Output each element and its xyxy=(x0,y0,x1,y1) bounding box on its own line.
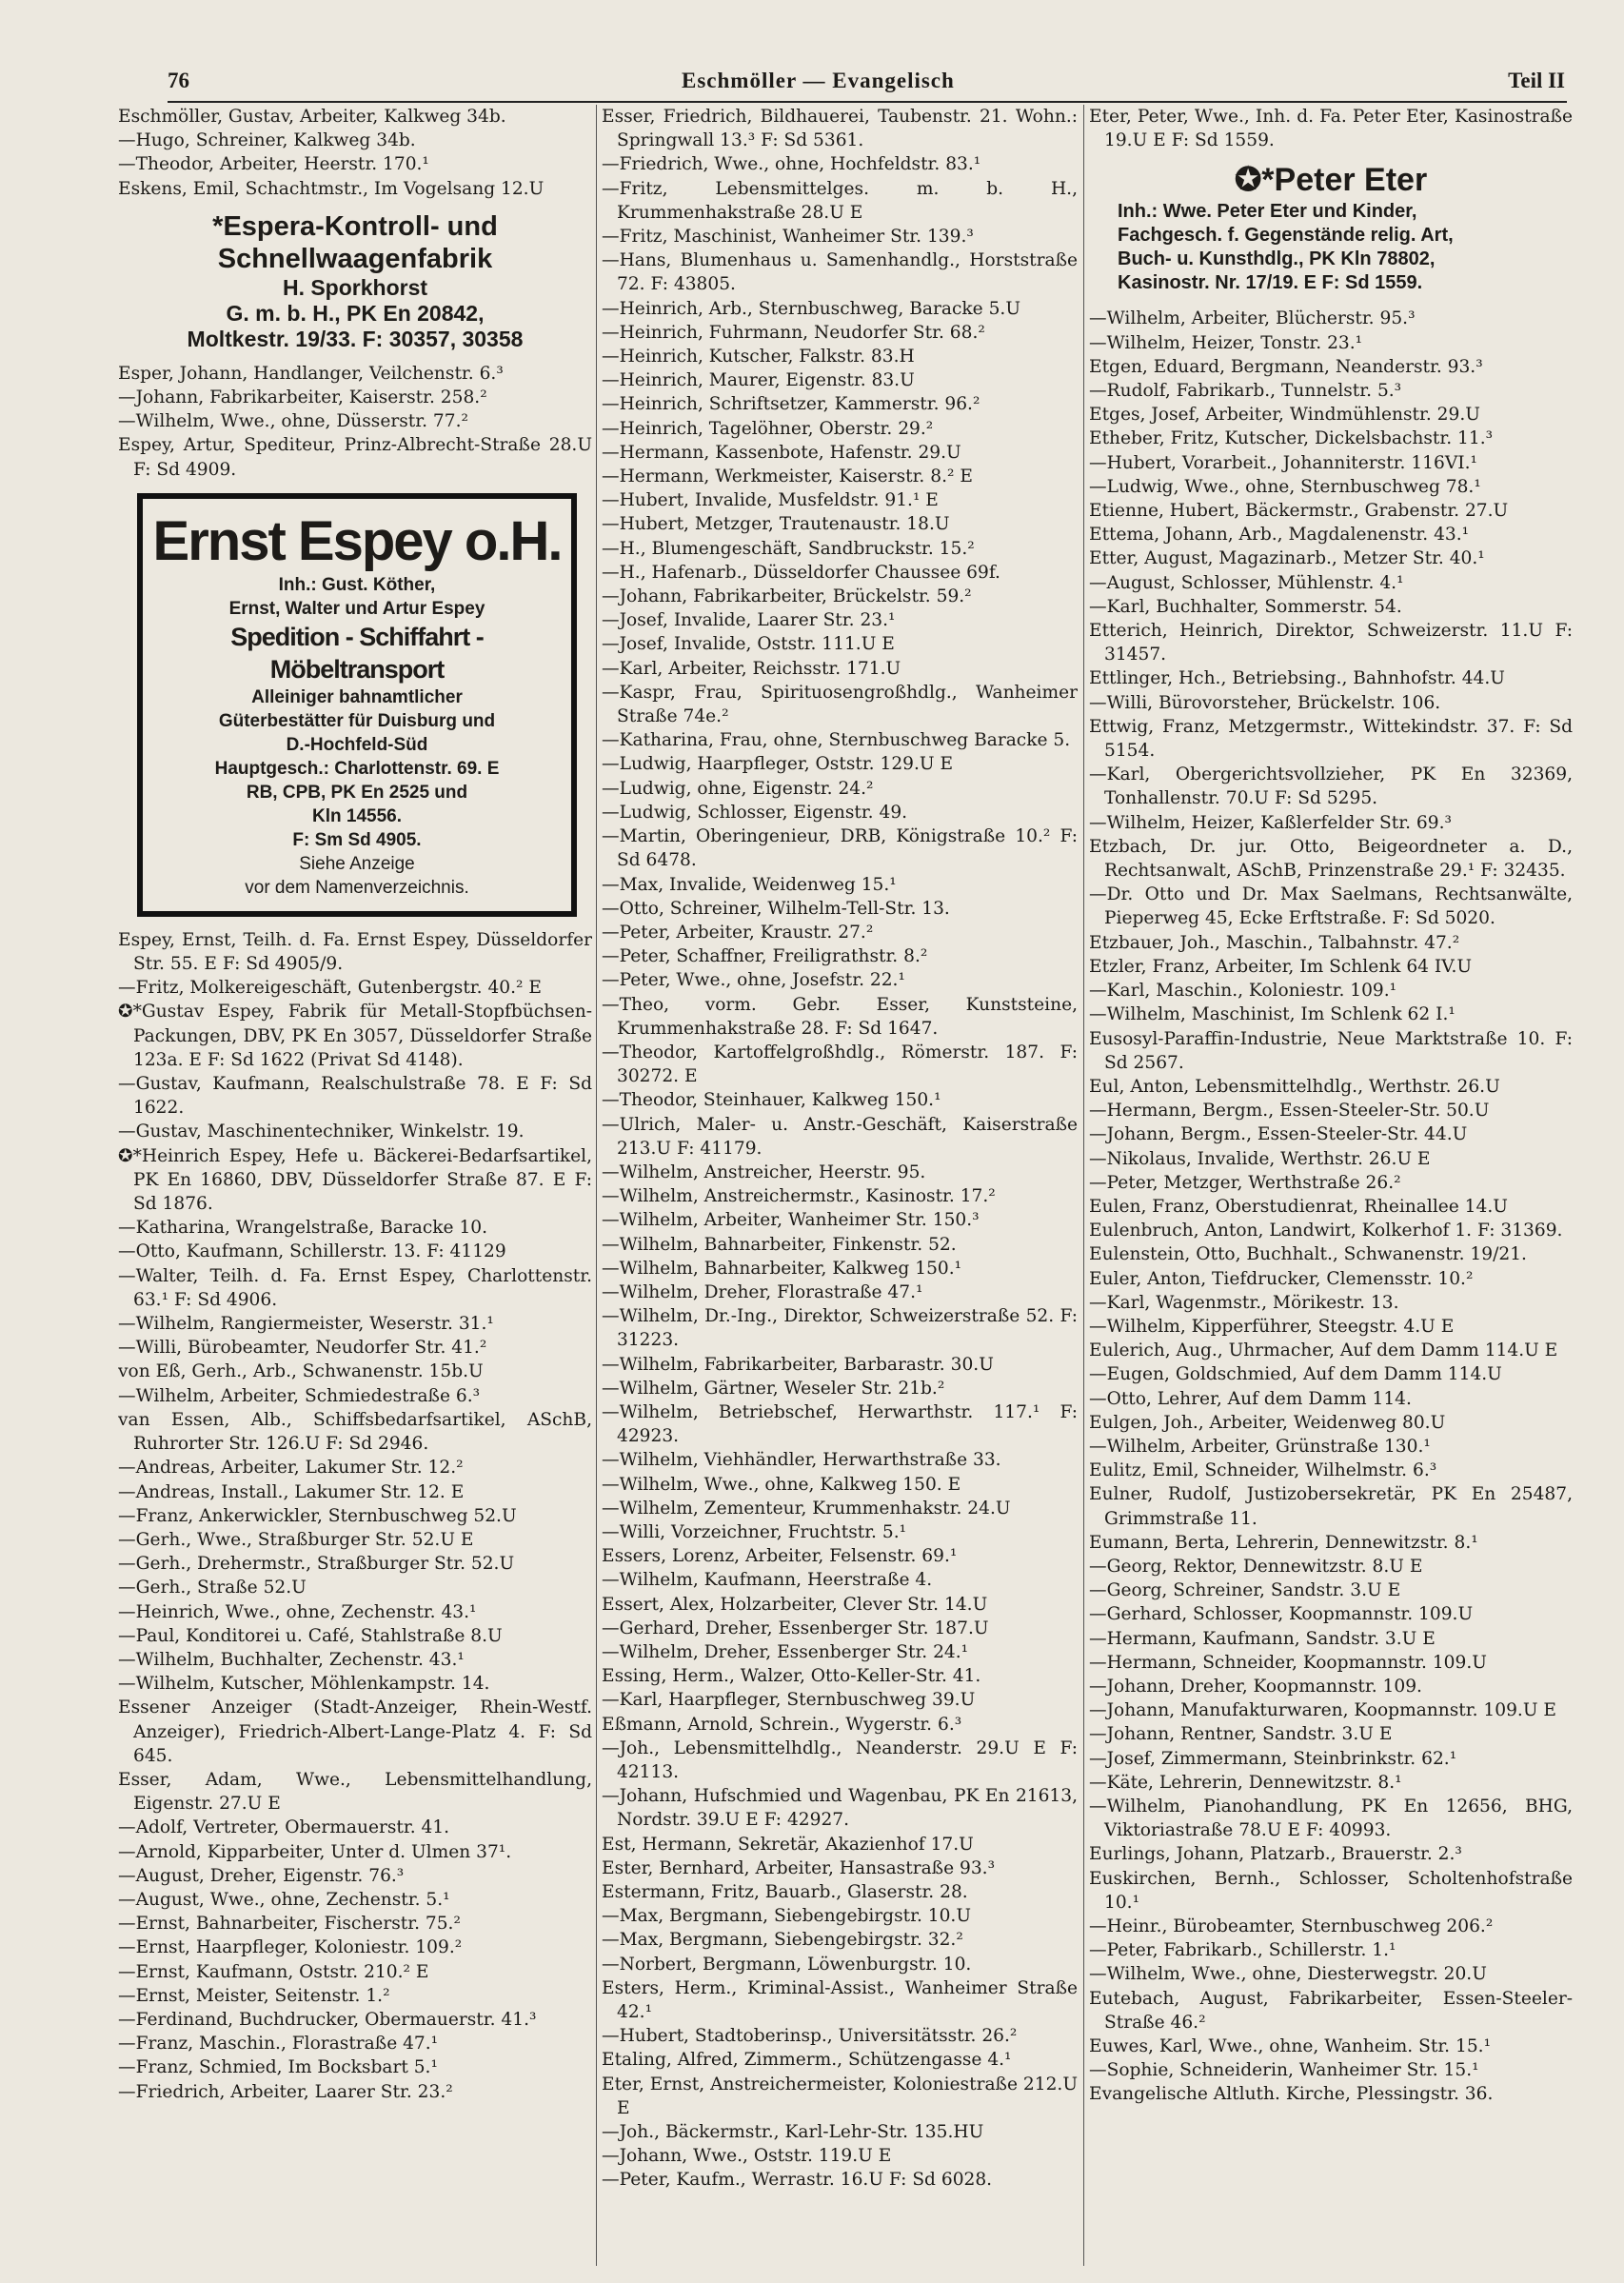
directory-entry: —Theodor, Kartoffelgroßhdlg., Römerstr. 187. F: 30272. E xyxy=(602,1042,1078,1087)
directory-entry: —Heinrich, Maurer, Eigenstr. 83.U xyxy=(602,370,915,391)
directory-entry: —Georg, Schreiner, Sandstr. 3.U E xyxy=(1089,1580,1401,1601)
directory-entry: —Johann, Wwe., Oststr. 119.U E xyxy=(602,2146,892,2167)
directory-entry: —Heinr., Bürobeamter, Sternbuschweg 206.² xyxy=(1089,1916,1494,1937)
ad-line: Alleiniger bahnamtlicher xyxy=(251,686,463,707)
directory-entry: Eumann, Berta, Lehrerin, Dennewitzstr. 8.¹ xyxy=(1089,1532,1478,1553)
directory-entry: Ester, Bernhard, Arbeiter, Hansastraße 93.³ xyxy=(602,1857,996,1878)
directory-entry: —Katharina, Frau, ohne, Sternbuschweg Baracke 5. xyxy=(602,730,1071,751)
directory-entry: —Kaspr, Frau, Spirituosengroßhdlg., Wanheimer Straße 74e.² xyxy=(602,682,1078,727)
directory-entry: —Josef, Invalide, Laarer Str. 23.¹ xyxy=(602,610,896,631)
directory-entry: —Käte, Lehrerin, Dennewitzstr. 8.¹ xyxy=(1089,1772,1402,1793)
directory-entry: —Katharina, Wrangelstraße, Baracke 10. xyxy=(118,1218,488,1239)
directory-entry: Etzler, Franz, Arbeiter, Im Schlenk 64 IV.U xyxy=(1089,956,1473,977)
directory-entry: Etaling, Alfred, Zimmerm., Schützengasse 4.¹ xyxy=(602,2050,1012,2071)
column-1 xyxy=(118,105,592,2266)
ad-line: F: Sm Sd 4905. xyxy=(292,829,422,850)
ad-line: G. m. b. H., PK En 20842, xyxy=(226,300,485,326)
directory-entry: —Wilhelm, Viehhändler, Herwarthstraße 33. xyxy=(602,1450,1001,1471)
directory-entry: Essing, Herm., Walzer, Otto-Keller-Str. 41. xyxy=(602,1666,981,1687)
column-divider xyxy=(596,105,597,2266)
directory-entry: —Gerh., Drehermstr., Straßburger Str. 52.U xyxy=(118,1554,515,1575)
ad-line: Buch- u. Kunsthdlg., PK Kln 78802, xyxy=(1118,248,1436,270)
directory-entry: —Joh., Bäckermstr., Karl-Lehr-Str. 135.HU xyxy=(602,2122,984,2143)
directory-entry: —Ernst, Meister, Seitenstr. 1.² xyxy=(118,1985,390,2006)
directory-entry: —Gerhard, Schlosser, Koopmannstr. 109.U xyxy=(1089,1604,1474,1625)
directory-entry: Eusosyl-Paraffin-Industrie, Neue Marktstraße 10. F: Sd 2567. xyxy=(1089,1028,1573,1073)
directory-entry: —Max, Bergmann, Siebengebirgstr. 32.² xyxy=(602,1930,963,1951)
directory-entry: Espey, Ernst, Teilh. d. Fa. Ernst Espey, Düsseldorfer Str. 55. E F: Sd 4905/9. xyxy=(118,929,592,975)
ad-line: Kln 14556. xyxy=(312,805,402,826)
directory-entry: —H., Blumengeschäft, Sandbruckstr. 15.² xyxy=(602,538,975,559)
directory-entry: —August, Schlosser, Mühlenstr. 4.¹ xyxy=(1089,572,1404,593)
ad-line: Inh.: Wwe. Peter Eter und Kinder, xyxy=(1118,201,1417,223)
directory-entry: —Georg, Rektor, Dennewitzstr. 8.U E xyxy=(1089,1556,1423,1577)
directory-entry: —Gerh., Wwe., Straßburger Str. 52.U E xyxy=(118,1529,474,1550)
directory-entry: —Arnold, Kipparbeiter, Unter d. Ulmen 37¹. xyxy=(118,1841,512,1862)
directory-entry: —Willi, Bürovorsteher, Brückelstr. 106. xyxy=(1089,692,1441,713)
directory-entry: —Hubert, Vorarbeit., Johanniterstr. 116VI.¹ xyxy=(1089,452,1477,473)
directory-entry: —Franz, Maschin., Florastraße 47.¹ xyxy=(118,2034,439,2055)
directory-entry: —Johann, Fabrikarbeiter, Brückelstr. 59.² xyxy=(602,586,972,607)
directory-entry: Est, Hermann, Sekretär, Akazienhof 17.U xyxy=(602,1834,974,1855)
directory-entry: Eßmann, Arnold, Schrein., Wygerstr. 6.³ xyxy=(602,1714,962,1735)
directory-entry: —Johann, Fabrikarbeiter, Kaiserstr. 258.² xyxy=(118,387,487,408)
directory-entry: —Peter, Wwe., ohne, Josefstr. 22.¹ xyxy=(602,970,905,991)
directory-entry: Esser, Adam, Wwe., Lebensmittelhandlung, Eigenstr. 27.U E xyxy=(118,1769,592,1815)
directory-entry: —Hubert, Metzger, Trautenaustr. 18.U xyxy=(602,514,950,535)
ad-title: Ernst Espey o.H. xyxy=(152,509,562,572)
directory-entry: —Ulrich, Maler- u. Anstr.-Geschäft, Kaiserstraße 213.U F: 41179. xyxy=(602,1114,1078,1159)
directory-entry: —Hubert, Stadtoberinsp., Universitätsstr. 26.² xyxy=(602,2026,1018,2047)
directory-entry: —Wilhelm, Heizer, Kaßlerfelder Str. 69.³ xyxy=(1089,812,1452,833)
directory-entry: Etgen, Eduard, Bergmann, Neanderstr. 93.³ xyxy=(1089,356,1483,377)
directory-entry: Espey, Artur, Spediteur, Prinz-Albrecht-Straße 28.U F: Sd 4909. xyxy=(118,435,592,480)
directory-entry: —Hubert, Invalide, Musfeldstr. 91.¹ E xyxy=(602,490,939,511)
directory-entry: —Wilhelm, Dreher, Florastraße 47.¹ xyxy=(602,1281,923,1302)
directory-entry: —Martin, Oberingenieur, DRB, Königstraße 10.² F: Sd 6478. xyxy=(602,826,1078,871)
directory-entry: —Karl, Haarpfleger, Sternbuschweg 39.U xyxy=(602,1690,976,1711)
directory-entry: —Wilhelm, Arbeiter, Schmiedestraße 6.³ xyxy=(118,1385,481,1406)
ad-line: Hauptgesch.: Charlottenstr. 69. E xyxy=(214,758,500,779)
directory-entry: von Eß, Gerh., Arb., Schwanenstr. 15b.U xyxy=(118,1361,484,1382)
directory-entry: —Johann, Manufakturwaren, Koopmannstr. 109.U E xyxy=(1089,1700,1556,1721)
directory-entry: —Wilhelm, Heizer, Tonstr. 23.¹ xyxy=(1089,332,1363,353)
directory-entry: —Wilhelm, Maschinist, Im Schlenk 62 I.¹ xyxy=(1089,1004,1456,1025)
directory-entry: —Dr. Otto und Dr. Max Saelmans, Rechtsanwälte, Pieperweg 45, Ecke Erftstraße. F: Sd 5020. xyxy=(1089,884,1573,929)
directory-entry: Eulitz, Emil, Schneider, Wilhelmstr. 6.³ xyxy=(1089,1460,1437,1481)
directory-entry: —Johann, Rentner, Sandstr. 3.U E xyxy=(1089,1724,1393,1745)
directory-entry: ✪*Heinrich Espey, Hefe u. Bäckerei-Bedarfsartikel, PK En 16860, DBV, Düsseldorfer Straße 87. E F: Sd 1876. xyxy=(118,1145,592,1215)
directory-entry: Euler, Anton, Tiefdrucker, Clemensstr. 10.² xyxy=(1089,1268,1474,1289)
ad-line: Fachgesch. f. Gegenstände relig. Art, xyxy=(1118,225,1454,247)
directory-entry: —Ferdinand, Buchdrucker, Obermauerstr. 41.³ xyxy=(118,2009,537,2030)
directory-entry: —Gerh., Straße 52.U xyxy=(118,1578,307,1598)
directory-entry: —Wilhelm, Dr.-Ing., Direktor, Schweizerstraße 52. F: 31223. xyxy=(602,1306,1078,1351)
directory-entry: Eter, Peter, Wwe., Inh. d. Fa. Peter Eter, Kasinostraße 19.U E F: Sd 1559. xyxy=(1089,107,1573,151)
directory-entry: —Peter, Fabrikarb., Schillerstr. 1.¹ xyxy=(1089,1940,1396,1961)
directory-entry: —Wilhelm, Kaufmann, Heerstraße 4. xyxy=(602,1570,933,1591)
ad-line: D.-Hochfeld-Süd xyxy=(286,734,428,755)
directory-entry: —Theo, vorm. Gebr. Esser, Kunststeine, Krummenhakstraße 28. F: Sd 1647. xyxy=(602,994,1078,1039)
directory-entry: —Wilhelm, Arbeiter, Blücherstr. 95.³ xyxy=(1089,308,1416,329)
directory-entry: —Wilhelm, Wwe., ohne, Diesterwegstr. 20.U xyxy=(1089,1964,1487,1985)
directory-entry: Eulenstein, Otto, Buchhalt., Schwanenstr. 19/21. xyxy=(1089,1244,1527,1265)
directory-entry: —Ernst, Haarpfleger, Koloniestr. 109.² xyxy=(118,1937,463,1958)
directory-entry: —Friedrich, Arbeiter, Laarer Str. 23.² xyxy=(118,2081,453,2102)
directory-entry: —Ludwig, Schlosser, Eigenstr. 49. xyxy=(602,802,908,823)
directory-entry: —Heinrich, Kutscher, Falkstr. 83.H xyxy=(602,347,915,367)
ad-owner: H. Sporkhorst xyxy=(282,274,428,300)
directory-entry: —Hermann, Bergm., Essen-Steeler-Str. 50.U xyxy=(1089,1101,1490,1122)
directory-entry: Euwes, Karl, Wwe., ohne, Wanheim. Str. 15.¹ xyxy=(1089,2036,1492,2057)
directory-entry: —Johann, Bergm., Essen-Steeler-Str. 44.U xyxy=(1089,1124,1468,1145)
directory-entry: Etterich, Heinrich, Direktor, Schweizerstr. 11.U F: 31457. xyxy=(1089,621,1573,665)
directory-entry: —Franz, Schmied, Im Bocksbart 5.¹ xyxy=(118,2057,438,2078)
directory-entry: —Karl, Obergerichtsvollzieher, PK En 32369, Tonhallenstr. 70.U F: Sd 5295. xyxy=(1089,764,1573,809)
directory-entry: Eulerich, Aug., Uhrmacher, Auf dem Damm 114.U E xyxy=(1089,1340,1558,1361)
directory-entry: —Wilhelm, Bahnarbeiter, Kalkweg 150.¹ xyxy=(602,1258,962,1279)
directory-entry: —Wilhelm, Buchhalter, Zechenstr. 43.¹ xyxy=(118,1649,465,1670)
directory-entry: —Wilhelm, Kipperführer, Steegstr. 4.U E xyxy=(1089,1316,1455,1337)
directory-entry: Euskirchen, Bernh., Schlosser, Scholtenhofstraße 10.¹ xyxy=(1089,1868,1573,1913)
directory-entry: —Karl, Maschin., Koloniestr. 109.¹ xyxy=(1089,981,1397,1002)
directory-entry: —Wilhelm, Fabrikarbeiter, Barbarastr. 30.U xyxy=(602,1354,994,1375)
eter-advertisement xyxy=(1089,160,1573,295)
directory-entry: —Heinrich, Tagelöhner, Oberstr. 29.² xyxy=(602,418,934,439)
directory-entry: —Heinrich, Wwe., ohne, Zechenstr. 43.¹ xyxy=(118,1601,477,1622)
directory-entry: Eulen, Franz, Oberstudienrat, Rheinallee 14.U xyxy=(1089,1196,1508,1217)
directory-entry: —Franz, Ankerwickler, Sternbuschweg 52.U xyxy=(118,1505,517,1526)
directory-entry: —Heinrich, Schriftsetzer, Kammerstr. 96.² xyxy=(602,394,980,415)
directory-entry: —Wilhelm, Zementeur, Krummenhakstr. 24.U xyxy=(602,1498,1011,1519)
directory-entry: —Peter, Arbeiter, Kraustr. 27.² xyxy=(602,922,874,943)
directory-entry: —Nikolaus, Invalide, Werthstr. 26.U E xyxy=(1089,1148,1431,1169)
directory-entry: Ettema, Johann, Arb., Magdalenenstr. 43.¹ xyxy=(1089,525,1470,546)
directory-entry: —Adolf, Vertreter, Obermauerstr. 41. xyxy=(118,1817,450,1838)
directory-entry: Esser, Friedrich, Bildhauerei, Taubenstr. 21. Wohn.: Springwall 13.³ F: Sd 5361. xyxy=(602,107,1078,151)
directory-entry: —Norbert, Bergmann, Löwenburgstr. 10. xyxy=(602,1954,972,1975)
directory-entry: —Friedrich, Wwe., ohne, Hochfeldstr. 83.¹ xyxy=(602,154,981,175)
directory-entry: —Wilhelm, Pianohandlung, PK En 12656, BHG, Viktoriastraße 78.U E F: 40993. xyxy=(1089,1797,1573,1841)
directory-entry: —Andreas, Install., Lakumer Str. 12. E xyxy=(118,1481,465,1502)
page-number: 76 xyxy=(168,69,189,92)
directory-entry: —Karl, Buchhalter, Sommerstr. 54. xyxy=(1089,596,1402,617)
directory-entry: Eurlings, Johann, Platzarb., Brauerstr. 2.³ xyxy=(1089,1844,1462,1865)
page-header xyxy=(168,63,1567,103)
page-title: Eschmöller — Evangelisch xyxy=(682,69,955,92)
directory-entry: —Andreas, Arbeiter, Lakumer Str. 12.² xyxy=(118,1458,464,1479)
directory-entry: Ettwig, Franz, Metzgermstr., Wittekindstr. 37. F: Sd 5154. xyxy=(1089,716,1573,762)
directory-entry: —Johann, Dreher, Koopmannstr. 109. xyxy=(1089,1676,1422,1697)
directory-entry: —Wilhelm, Arbeiter, Grünstraße 130.¹ xyxy=(1089,1436,1431,1457)
directory-entry: —Peter, Schaffner, Freiligrathstr. 8.² xyxy=(602,946,928,967)
directory-entry: —Karl, Wagenmstr., Mörikestr. 13. xyxy=(1089,1292,1399,1313)
directory-entry: Esters, Herm., Kriminal-Assist., Wanheimer Straße 42.¹ xyxy=(602,1977,1078,2023)
column-3 xyxy=(1089,105,1573,2266)
ad-title: ✪*Peter Eter xyxy=(1234,162,1428,199)
directory-entry: —Wilhelm, Anstreichermstr., Kasinostr. 17.² xyxy=(602,1186,996,1207)
directory-entry: —Otto, Kaufmann, Schillerstr. 13. F: 41129 xyxy=(118,1241,506,1262)
directory-entry: —Fritz, Lebensmittelges. m. b. H., Krummenhakstraße 28.U E xyxy=(602,178,1078,223)
directory-entry: Eschmöller, Gustav, Arbeiter, Kalkweg 34b. xyxy=(118,107,506,127)
directory-entry: —Willi, Bürobeamter, Neudorfer Str. 41.² xyxy=(118,1338,487,1359)
directory-entry: —Max, Bergmann, Siebengebirgstr. 10.U xyxy=(602,1906,972,1927)
directory-entry: ✪*Gustav Espey, Fabrik für Metall-Stopfbüchsen-Packungen, DBV, PK En 3057, Düsseldorfer Straße 123a. E F: Sd 1622 (Privat Sd 4148). xyxy=(118,1002,592,1070)
directory-entry: —Peter, Metzger, Werthstraße 26.² xyxy=(1089,1172,1401,1193)
directory-entry: —H., Hafenarb., Düsseldorfer Chaussee 69f. xyxy=(602,562,1000,583)
directory-entry: Eulgen, Joh., Arbeiter, Weidenweg 80.U xyxy=(1089,1412,1446,1433)
directory-entry: —Ludwig, ohne, Eigenstr. 24.² xyxy=(602,778,874,799)
directory-entry: —Wilhelm, Rangiermeister, Weserstr. 31.¹ xyxy=(118,1314,494,1335)
ad-line: Moltkestr. 19/33. F: 30357, 30358 xyxy=(187,326,524,351)
directory-entry: —Willi, Vorzeichner, Fruchtstr. 5.¹ xyxy=(602,1521,907,1542)
directory-entry: —Walter, Teilh. d. Fa. Ernst Espey, Charlottenstr. 63.¹ F: Sd 4906. xyxy=(118,1265,592,1310)
directory-entry: —Otto, Lehrer, Auf dem Damm 114. xyxy=(1089,1388,1412,1409)
ad-line: Kasinostr. Nr. 17/19. E F: Sd 1559. xyxy=(1118,272,1423,294)
directory-entry: —Otto, Schreiner, Wilhelm-Tell-Str. 13. xyxy=(602,898,950,919)
directory-entry: Eutebach, August, Fabrikarbeiter, Essen-Steeler-Straße 46.² xyxy=(1089,1988,1573,2033)
directory-entry: —Karl, Arbeiter, Reichsstr. 171.U xyxy=(602,658,901,679)
directory-entry: —Wilhelm, Arbeiter, Wanheimer Str. 150.³ xyxy=(602,1210,980,1231)
directory-entry: —Theodor, Arbeiter, Heerstr. 170.¹ xyxy=(118,154,429,175)
directory-entry: Etges, Josef, Arbeiter, Windmühlenstr. 29.U xyxy=(1089,405,1480,426)
directory-entry: —Wilhelm, Wwe., ohne, Kalkweg 150. E xyxy=(602,1474,961,1495)
directory-entry: —Heinrich, Arb., Sternbuschweg, Baracke 5.U xyxy=(602,298,1020,319)
directory-entry: —Gustav, Maschinentechniker, Winkelstr. 19. xyxy=(118,1122,525,1142)
directory-entry: —Rudolf, Fabrikarb., Tunnelstr. 5.³ xyxy=(1089,381,1402,402)
column-divider xyxy=(1083,105,1084,2266)
directory-entry: Evangelische Altluth. Kirche, Plessingstr. 36. xyxy=(1089,2084,1494,2105)
directory-entry: —Eugen, Goldschmied, Auf dem Damm 114.U xyxy=(1089,1364,1502,1385)
directory-entry: —Gustav, Kaufmann, Realschulstraße 78. E F: Sd 1622. xyxy=(118,1074,592,1119)
directory-entry: Eulenbruch, Anton, Landwirt, Kolkerhof 1. F: 31369. xyxy=(1089,1221,1563,1241)
directory-entry: Essener Anzeiger (Stadt-Anzeiger, Rhein-Westf. Anzeiger), Friedrich-Albert-Lange-Platz 4. F: Sd 645. xyxy=(118,1697,592,1766)
directory-entry: —August, Dreher, Eigenstr. 76.³ xyxy=(118,1865,405,1886)
directory-entry: —Ernst, Bahnarbeiter, Fischerstr. 75.² xyxy=(118,1914,461,1935)
directory-entry: Etter, August, Magazinarb., Metzer Str. 40.¹ xyxy=(1089,548,1485,569)
directory-entry: —Hermann, Kassenbote, Hafenstr. 29.U xyxy=(602,442,961,463)
directory-entry: —Sophie, Schneiderin, Wanheimer Str. 15.¹ xyxy=(1089,2060,1479,2081)
directory-entry: Essert, Alex, Holzarbeiter, Clever Str. 14.U xyxy=(602,1594,988,1615)
directory-entry: —Hugo, Schreiner, Kalkweg 34b. xyxy=(118,130,416,151)
directory-entry: —Josef, Zimmermann, Steinbrinkstr. 62.¹ xyxy=(1089,1748,1457,1769)
directory-entry: —Hans, Blumenhaus u. Samenhandlg., Horststraße 72. F: 43805. xyxy=(602,250,1078,295)
directory-entry: Etheber, Fritz, Kutscher, Dickelsbachstr. 11.³ xyxy=(1089,428,1494,449)
directory-entry: Eulner, Rudolf, Justizobersekretär, PK En 25487, Grimmstraße 11. xyxy=(1089,1484,1573,1529)
directory-entry: —Ludwig, Wwe., ohne, Sternbuschweg 78.¹ xyxy=(1089,476,1481,497)
ad-line: Güterbestätter für Duisburg und xyxy=(218,710,496,731)
directory-entry: Esper, Johann, Handlanger, Veilchenstr. 6.³ xyxy=(118,363,504,384)
directory-entry: —Paul, Konditorei u. Café, Stahlstraße 8.U xyxy=(118,1625,503,1646)
directory-entry: —Ernst, Kaufmann, Oststr. 210.² E xyxy=(118,1961,429,1982)
directory-entry: —Wilhelm, Dreher, Essenberger Str. 24.¹ xyxy=(602,1642,969,1662)
directory-entry: —Fritz, Molkereigeschäft, Gutenbergstr. 40.² E xyxy=(118,978,542,999)
directory-entry: Essers, Lorenz, Arbeiter, Felsenstr. 69.¹ xyxy=(602,1546,958,1567)
directory-entry: Etzbauer, Joh., Maschin., Talbahnstr. 47.² xyxy=(1089,932,1460,953)
directory-entry: —Theodor, Steinhauer, Kalkweg 150.¹ xyxy=(602,1090,941,1111)
directory-entry: Eter, Ernst, Anstreichermeister, Koloniestraße 212.U E xyxy=(602,2074,1078,2118)
part-label: Teil II xyxy=(1508,69,1565,92)
directory-entry: —Wilhelm, Wwe., ohne, Düsserstr. 77.² xyxy=(118,411,468,432)
ad-owner: Inh.: Gust. Köther, xyxy=(278,574,436,595)
directory-entry: —Wilhelm, Kutscher, Möhlenkampstr. 14. xyxy=(118,1674,490,1695)
directory-entry: —Ludwig, Haarpfleger, Oststr. 129.U E xyxy=(602,754,954,775)
directory-entry: —Fritz, Maschinist, Wanheimer Str. 139.³ xyxy=(602,227,974,248)
ad-title: *Espera-Kontroll- und Schnellwaagenfabrik xyxy=(212,210,498,274)
directory-entry: van Essen, Alb., Schiffsbedarfsartikel, ASchB, Ruhrorter Str. 126.U F: Sd 2946. xyxy=(118,1409,592,1455)
directory-entry: —Gerhard, Dreher, Essenberger Str. 187.U xyxy=(602,1618,989,1638)
directory-entry: —Wilhelm, Bahnarbeiter, Finkenstr. 52. xyxy=(602,1234,957,1255)
ad-note: vor dem Namenverzeichnis. xyxy=(245,877,469,898)
directory-entry: —Joh., Lebensmittelhdlg., Neanderstr. 29.U E F: 42113. xyxy=(602,1737,1078,1783)
directory-entry: —Heinrich, Fuhrmann, Neudorfer Str. 68.² xyxy=(602,322,985,343)
directory-entry: —Wilhelm, Anstreicher, Heerstr. 95. xyxy=(602,1161,926,1182)
ad-business: Spedition - Schiffahrt - Möbeltransport xyxy=(230,622,484,684)
directory-entry: —Hermann, Werkmeister, Kaiserstr. 8.² E xyxy=(602,467,973,487)
directory-entry: Etienne, Hubert, Bäckermstr., Grabenstr. 27.U xyxy=(1089,501,1509,522)
ad-line: RB, CPB, PK En 2525 und xyxy=(246,782,468,803)
directory-entry: —Max, Invalide, Weidenweg 15.¹ xyxy=(602,874,897,895)
directory-entry: Eul, Anton, Lebensmittelhdlg., Werthstr. 26.U xyxy=(1089,1076,1500,1097)
directory-entry: —Johann, Hufschmied und Wagenbau, PK En 21613, Nordstr. 39.U E F: 42927. xyxy=(602,1786,1078,1831)
ad-note: Siehe Anzeige xyxy=(299,853,415,874)
directory-entry: Estermann, Fritz, Bauarb., Glaserstr. 28. xyxy=(602,1882,968,1903)
directory-entry: —Hermann, Schneider, Koopmannstr. 109.U xyxy=(1089,1652,1487,1673)
espey-advertisement-box xyxy=(137,493,577,917)
directory-entry: —Josef, Invalide, Oststr. 111.U E xyxy=(602,634,895,655)
ad-partners: Ernst, Walter und Artur Espey xyxy=(228,598,485,619)
directory-entry: —Hermann, Kaufmann, Sandstr. 3.U E xyxy=(1089,1628,1436,1649)
directory-entry: Eskens, Emil, Schachtmstr., Im Vogelsang 12.U xyxy=(118,178,545,199)
directory-entry: —Wilhelm, Betriebschef, Herwarthstr. 117.¹ F: 42923. xyxy=(602,1401,1078,1447)
directory-entry: —August, Wwe., ohne, Zechenstr. 5.¹ xyxy=(118,1889,450,1910)
directory-entry: Etzbach, Dr. jur. Otto, Beigeordneter a. D., Rechtsanwalt, ASchB, Prinzenstraße 29.¹ F: 32435. xyxy=(1089,836,1573,882)
directory-entry: Ettlinger, Hch., Betriebsing., Bahnhofstr. 44.U xyxy=(1089,668,1505,689)
directory-entry: —Peter, Kaufm., Werrastr. 16.U F: Sd 6028. xyxy=(602,2170,993,2191)
column-2 xyxy=(602,105,1078,2266)
espera-advertisement xyxy=(118,210,592,352)
directory-entry: —Wilhelm, Gärtner, Weseler Str. 21b.² xyxy=(602,1378,945,1399)
